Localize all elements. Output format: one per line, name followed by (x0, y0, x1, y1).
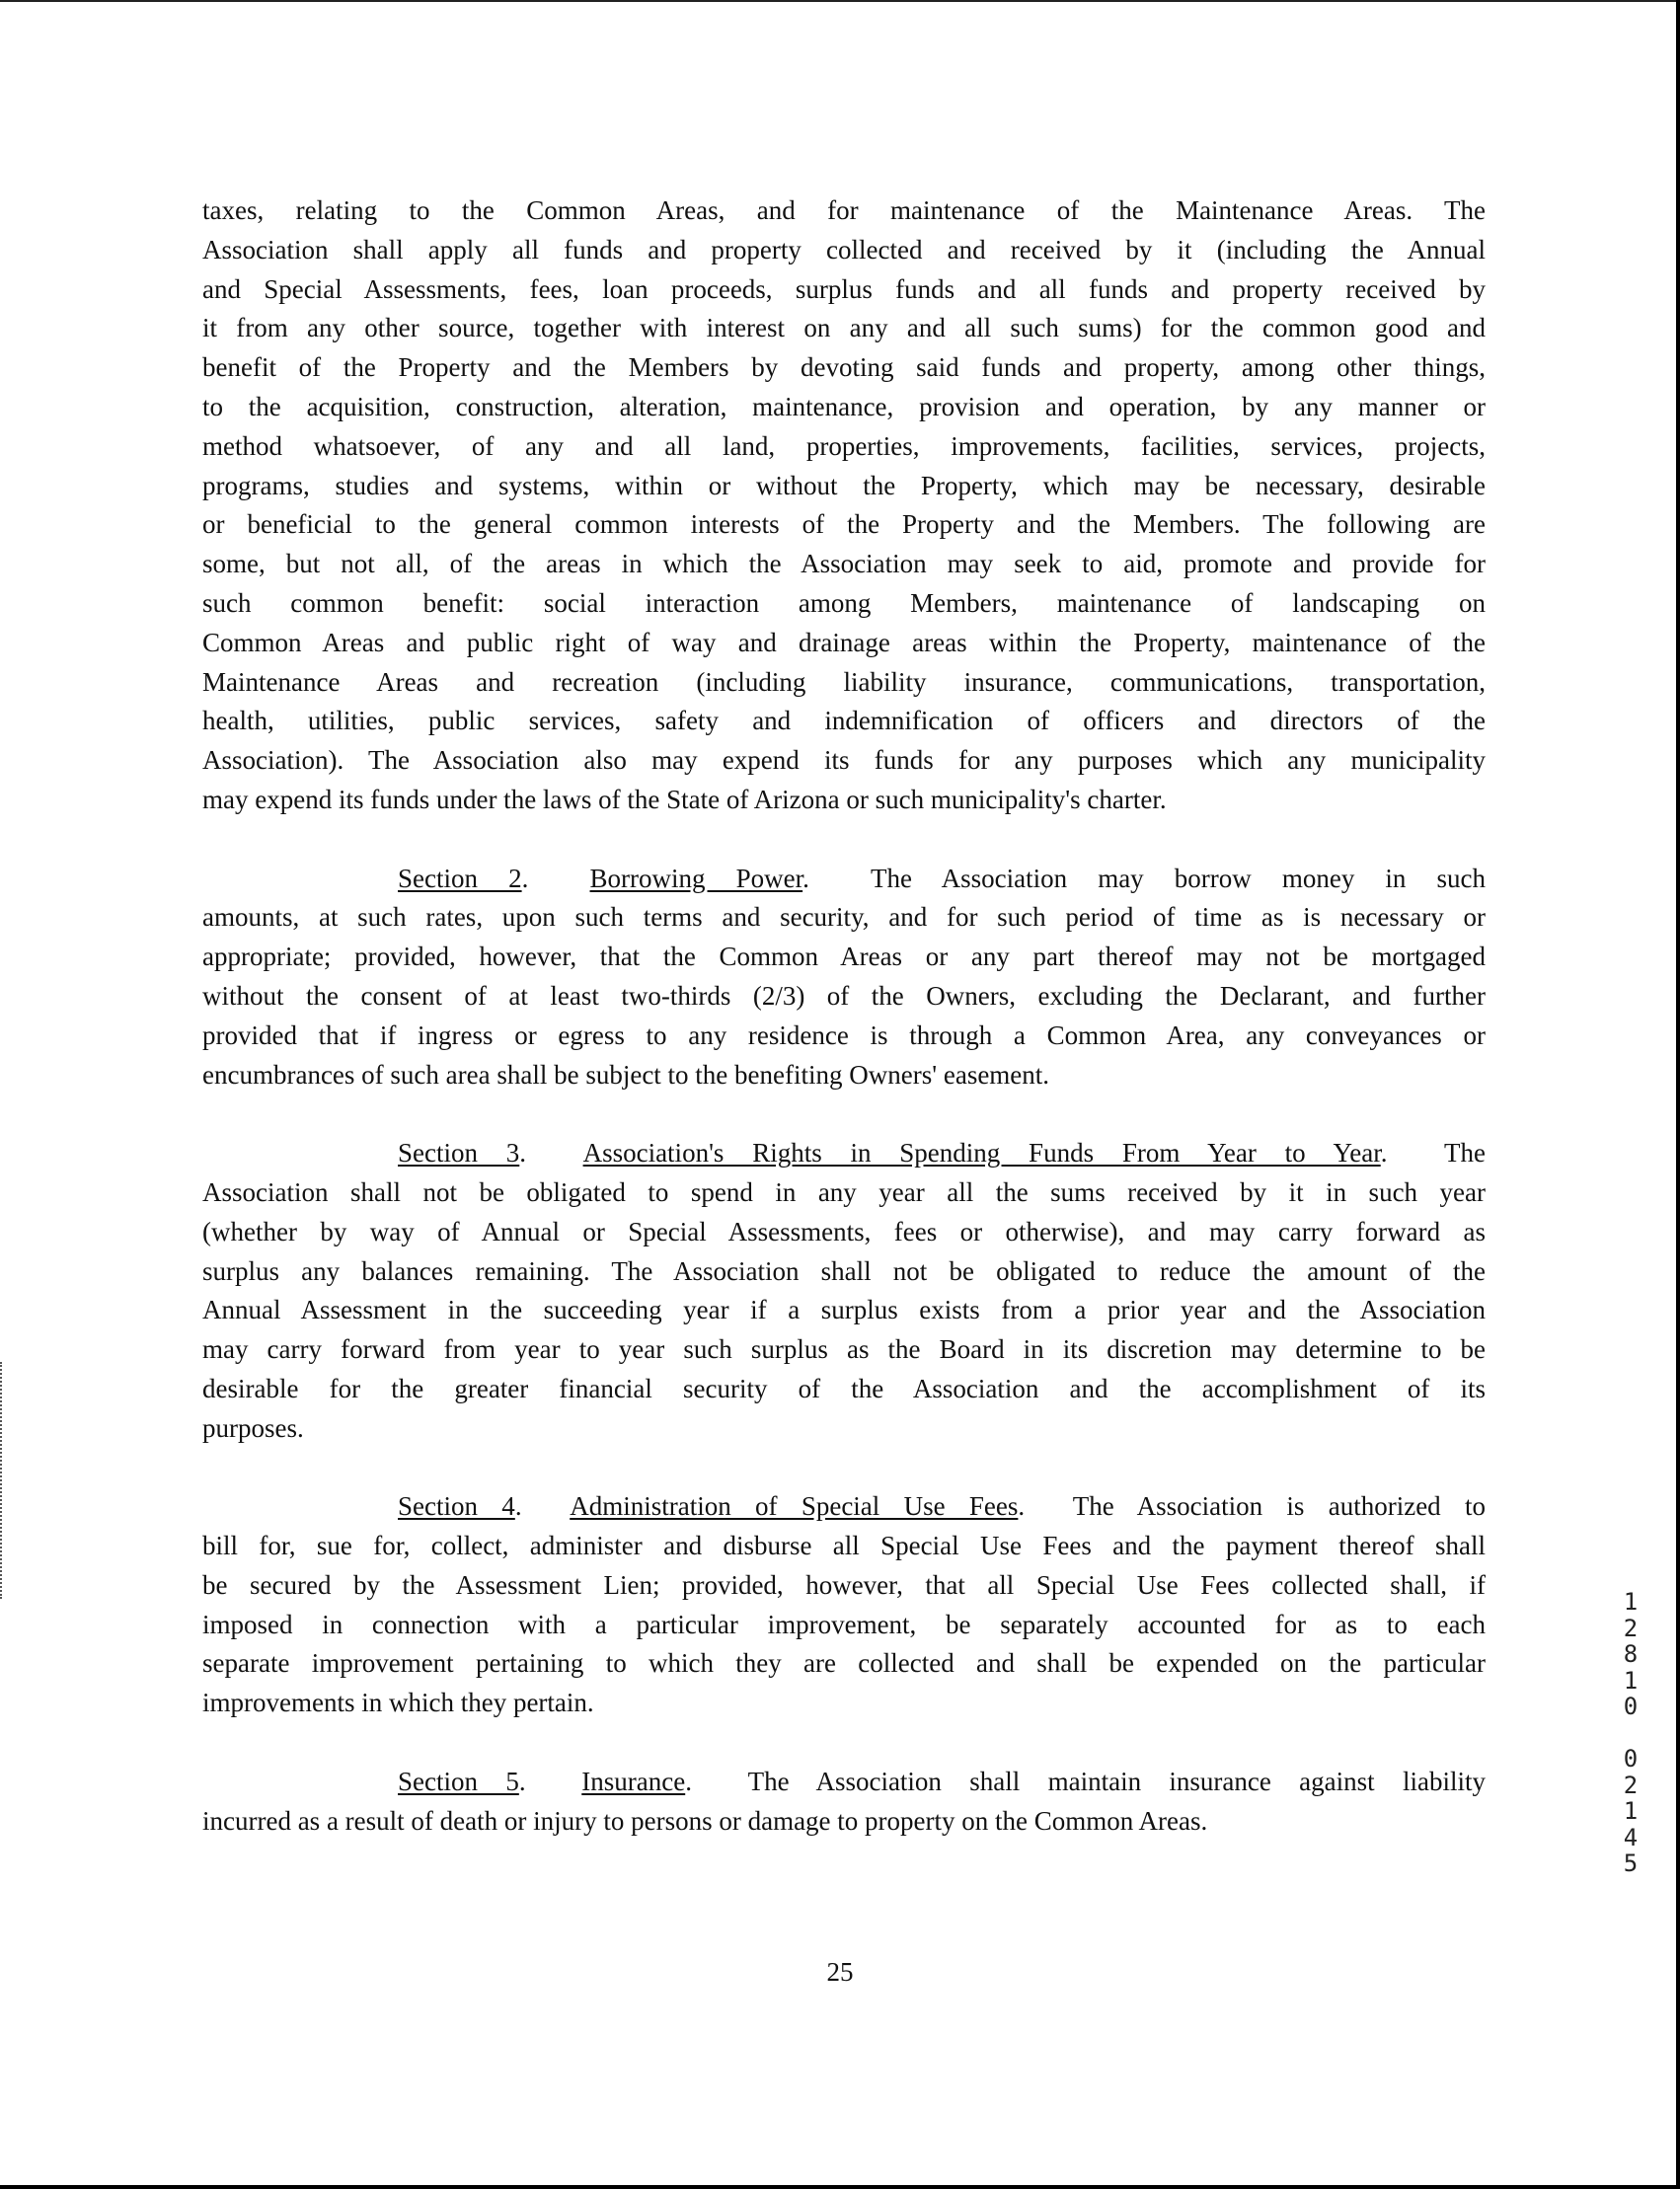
page-number: 25 (826, 1957, 854, 1987)
top-border (0, 0, 1680, 2)
paragraph-spacer (202, 1449, 1486, 1488)
text-line: taxes, relating to the Common Areas, and for maintenance of the Maintenance Areas. The (202, 195, 1486, 225)
section-first-line: Section 5. Insurance. The Association shall maintain insurance against liability (398, 1766, 1486, 1796)
section-first-line-text: The Association is authorized to (1072, 1491, 1486, 1522)
stamp-digit: 2 (1623, 1614, 1639, 1642)
text-line: Association). The Association also may expend its funds for any purposes which any municipality (202, 745, 1486, 776)
section-first-line-text: The Association may borrow money in such (871, 863, 1487, 893)
section-number: Section 2 (398, 863, 522, 893)
stamp-digit: 5 (1623, 1849, 1639, 1877)
stamp-digit: 2 (1623, 1771, 1639, 1799)
text-line: may carry forward from year to year such surplus as the Board in its discretion may determine to be (202, 1334, 1486, 1365)
text-line: it from any other source, together with interest on any and all such sums) for the common good and (202, 313, 1486, 343)
text-line: separate improvement pertaining to which they are collected and shall be expended on the particular (202, 1648, 1486, 1679)
text-line: some, but not all, of the areas in which the Association may seek to aid, promote and provide for (202, 549, 1486, 579)
text-line: bill for, sue for, collect, administer and disburse all Special Use Fees and the payment thereof shall (202, 1531, 1486, 1561)
section-heading: Insurance (581, 1766, 686, 1796)
text-line: imposed in connection with a particular improvement, be separately accounted for as to each (202, 1609, 1486, 1639)
text-line: or beneficial to the general common interests of the Property and the Members. The following are (202, 509, 1486, 540)
section-heading: Association's Rights in Spending Funds From Year to Year (582, 1138, 1381, 1169)
right-border (1676, 0, 1680, 2189)
section-number: Section 5 (398, 1766, 519, 1796)
text-line: method whatsoever, of any and all land, properties, improvements, facilities, services, projects, (202, 430, 1486, 461)
text-line: to the acquisition, construction, alteration, maintenance, provision and operation, by any manner or (202, 391, 1486, 421)
stamp-digit: 8 (1623, 1640, 1639, 1668)
text-line: appropriate; provided, however, that the Common Areas or any part thereof may not be mortgaged (202, 942, 1486, 972)
section-paragraph (202, 1763, 1486, 1842)
text-line: (whether by way of Annual or Special Assessments, fees or otherwise), and may carry forward as (202, 1216, 1486, 1246)
text-line: surplus any balances remaining. The Association shall not be obligated to reduce the amount of the (202, 1255, 1486, 1286)
section-heading: Administration of Special Use Fees (570, 1491, 1019, 1522)
bottom-border (0, 2185, 1680, 2189)
section-number: Section 4 (398, 1491, 515, 1522)
paragraph-spacer (202, 1723, 1486, 1763)
paragraph-spacer (202, 1094, 1486, 1134)
section-first-line: Section 4. Administration of Special Use Fees. The Association is authorized to (398, 1491, 1486, 1522)
stamp-digit: 0 (1623, 1745, 1639, 1773)
stamp-digit: 1 (1623, 1666, 1639, 1695)
stamp-digit: 1 (1623, 1797, 1639, 1825)
stamp-digit: 0 (1623, 1693, 1639, 1720)
text-line: may expend its funds under the laws of the State of Arizona or such municipality's charter. (202, 784, 1167, 814)
stamp-digit: 1 (1623, 1588, 1639, 1616)
stamp-digit (1619, 1720, 1642, 1747)
section-first-line-text: The (1444, 1138, 1487, 1169)
text-line: purposes. (202, 1412, 304, 1443)
text-line: Common Areas and public right of way and drainage areas within the Property, maintenance of the (202, 627, 1486, 657)
paragraph-spacer (202, 820, 1486, 860)
text-line: and Special Assessments, fees, loan proceeds, surplus funds and all funds and property received by (202, 273, 1486, 304)
text-line: without the consent of at least two-thirds (2/3) of the Owners, excluding the Declarant, and further (202, 980, 1486, 1011)
stamp-digit: 4 (1623, 1823, 1639, 1851)
text-line: Association shall not be obligated to spend in any year all the sums received by it in such year (202, 1176, 1486, 1207)
document-body (202, 191, 1486, 1841)
text-line: Annual Assessment in the succeeding year if a surplus exists from a prior year and the Association (202, 1295, 1486, 1325)
section-first-line: Section 2. Borrowing Power. The Association may borrow money in such (398, 863, 1487, 893)
text-line: programs, studies and systems, within or without the Property, which may be necessary, desirable (202, 470, 1486, 500)
section-first-line-text: The Association shall maintain insurance against liability (747, 1766, 1486, 1796)
text-line: health, utilities, public services, safety and indemnification of officers and directors of the (202, 706, 1486, 736)
scan-edge-marks (0, 1362, 4, 1599)
section-first-line: Section 3. Association's Rights in Spending Funds From Year to Year. The (398, 1138, 1487, 1169)
text-line: improvements in which they pertain. (202, 1688, 594, 1718)
text-line: Association shall apply all funds and property collected and received by it (including the Annual (202, 234, 1486, 264)
section-paragraph (202, 860, 1486, 1095)
text-line: Maintenance Areas and recreation (including liability insurance, communications, transportation, (202, 666, 1486, 697)
section-heading: Borrowing Power (589, 863, 803, 893)
section-paragraph (202, 1134, 1486, 1448)
paragraph (202, 191, 1486, 820)
text-line: encumbrances of such area shall be subject to the benefiting Owners' easement. (202, 1059, 1050, 1090)
text-line: amounts, at such rates, upon such terms and security, and for such period of time as is necessary or (202, 902, 1486, 933)
section-paragraph (202, 1487, 1486, 1723)
text-line: benefit of the Property and the Members by devoting said funds and property, among other things, (202, 352, 1486, 383)
text-line: such common benefit: social interaction among Members, maintenance of landscaping on (202, 587, 1486, 618)
text-line: be secured by the Assessment Lien; provided, however, that all Special Use Fees collected shall, if (202, 1569, 1486, 1600)
text-line: provided that if ingress or egress to any residence is through a Common Area, any conveyances or (202, 1019, 1486, 1050)
section-number: Section 3 (398, 1138, 520, 1169)
text-line: desirable for the greater financial security of the Association and the accomplishment of its (202, 1373, 1486, 1403)
recording-number-stamp (1619, 1589, 1642, 1877)
text-line: incurred as a result of death or injury to persons or damage to property on the Common Areas. (202, 1805, 1208, 1836)
